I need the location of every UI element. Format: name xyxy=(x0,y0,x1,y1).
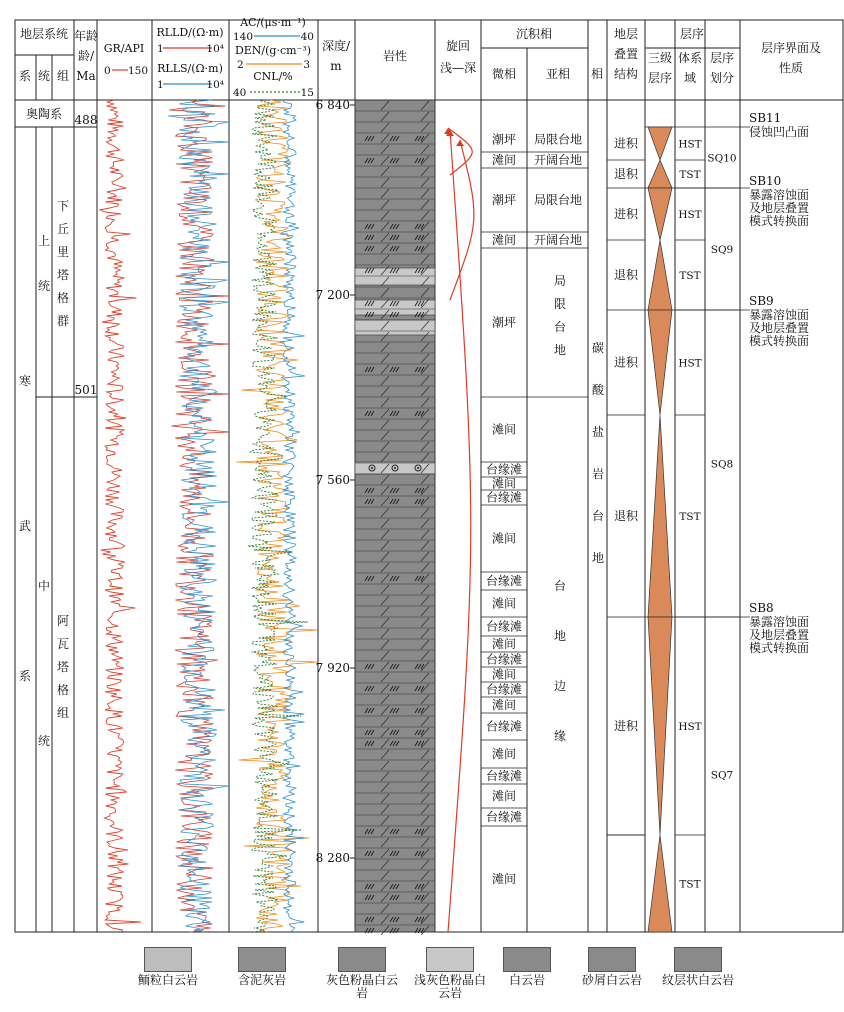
micro-facies: 滩间 xyxy=(491,872,517,886)
label: DEN/(g·cm⁻³) xyxy=(234,44,312,57)
boundary-desc: 暴露溶蚀面 xyxy=(749,615,810,629)
micro-facies: 滩间 xyxy=(491,667,517,682)
light-gray-silt-dolomite-icon xyxy=(426,947,474,972)
label: 性质 xyxy=(778,61,804,75)
label: 150 xyxy=(127,65,148,77)
legend-item xyxy=(312,947,412,1000)
label: 边 xyxy=(553,679,567,693)
label: 系 xyxy=(18,69,32,83)
label: 岩性 xyxy=(382,49,408,63)
label: 叠置 xyxy=(613,47,639,61)
boundary-id: SB10 xyxy=(749,174,782,188)
label: 浅—深 xyxy=(439,61,477,75)
label: 塔 xyxy=(56,268,70,282)
label: 下 xyxy=(56,199,70,213)
log-curve xyxy=(169,100,229,932)
sequence-label: SQ10 xyxy=(707,152,737,165)
micro-facies: 台缘滩 xyxy=(485,682,523,697)
tract-label: TST xyxy=(679,511,701,523)
sub-facies: 开阔台地 xyxy=(533,233,583,247)
stacking-label: 退积 xyxy=(613,509,639,523)
label: 3 xyxy=(303,59,310,71)
label: 岩 xyxy=(591,467,605,481)
log-curve xyxy=(281,100,305,932)
label: 体系 xyxy=(677,51,703,65)
micro-facies: 台缘滩 xyxy=(485,719,523,734)
legend-item xyxy=(648,947,748,987)
label: 限 xyxy=(553,297,567,311)
label: 0 xyxy=(104,65,111,77)
stacking-label: 退积 xyxy=(613,268,639,282)
label: 微相 xyxy=(491,67,517,81)
micro-facies: 滩间 xyxy=(491,422,517,437)
label: 488 xyxy=(74,113,98,127)
label: CNL/% xyxy=(253,70,293,83)
sandy-dolomite-icon xyxy=(588,947,636,972)
label: 501 xyxy=(74,383,98,397)
label: 系 xyxy=(18,669,32,683)
boundary-desc: 模式转换面 xyxy=(749,214,810,228)
micro-facies: 滩间 xyxy=(491,698,517,712)
tract-label: TST xyxy=(679,878,701,891)
label: 地层系统 xyxy=(19,27,69,41)
label: 群 xyxy=(56,314,70,328)
label: 奥陶系 xyxy=(25,107,63,121)
label: 15 xyxy=(300,87,314,99)
depth-tick: 7 560 xyxy=(315,473,350,487)
sub-facies: 开阔台地 xyxy=(533,153,583,167)
label: 旋回 xyxy=(445,39,471,53)
sequence-label: SQ9 xyxy=(710,244,734,256)
label: 域 xyxy=(683,71,697,85)
stacking-label: 退积 xyxy=(613,167,639,181)
micro-facies: 滩间 xyxy=(491,233,517,247)
micro-facies: 滩间 xyxy=(491,637,517,651)
tract-label: HST xyxy=(678,209,702,221)
label: 统 xyxy=(37,69,51,83)
micro-facies: 滩间 xyxy=(491,531,517,546)
micro-facies: 台缘滩 xyxy=(485,462,523,477)
label: 格 xyxy=(56,683,70,697)
stacking-label: 进积 xyxy=(613,719,639,733)
label: Ma xyxy=(76,69,96,83)
boundary-desc: 模式转换面 xyxy=(749,641,810,655)
legend-item xyxy=(118,947,218,987)
label: 台 xyxy=(553,320,567,334)
micro-facies: 台缘滩 xyxy=(485,810,523,824)
label: 局 xyxy=(553,274,567,288)
label: 年龄 xyxy=(73,29,99,43)
well-log-curves xyxy=(100,36,318,932)
label: AC/(μs·m⁻¹) xyxy=(240,16,306,29)
stacking-label: 进积 xyxy=(613,136,639,151)
label: 10⁴ xyxy=(206,79,224,91)
depth-tick: 6 840 xyxy=(315,98,350,112)
log-curve xyxy=(236,100,318,932)
sub-facies: 局限台地 xyxy=(533,193,583,207)
label: RLLD/(Ω·m) xyxy=(156,26,224,39)
legend-label: 砂屑白云岩 xyxy=(581,973,642,987)
micro-facies: 潮坪 xyxy=(491,132,517,147)
label: 深度/ xyxy=(321,39,351,53)
label: 层序 xyxy=(647,71,673,85)
micro-facies: 滩间 xyxy=(491,789,517,803)
depth-tick: 7 200 xyxy=(315,288,350,302)
micro-facies: 滩间 xyxy=(491,596,517,611)
micro-facies: 潮坪 xyxy=(491,193,517,207)
boundary-id: SB8 xyxy=(749,601,774,615)
log-curve xyxy=(248,100,308,932)
tract-label: HST xyxy=(678,721,702,733)
legend-label: 含泥灰岩 xyxy=(237,973,286,987)
tract-label: HST xyxy=(678,357,702,370)
gray-silt-dolomite-icon xyxy=(338,947,386,972)
micro-facies: 台缘滩 xyxy=(485,769,523,783)
legend-label: 鲕粒白云岩 xyxy=(137,973,198,987)
label: 2 xyxy=(237,59,244,71)
sequence-label: SQ7 xyxy=(710,769,734,782)
label: 层序 xyxy=(679,27,705,41)
micro-facies: 台缘滩 xyxy=(485,574,523,588)
boundary-desc: 侵蚀凹凸面 xyxy=(749,125,810,139)
label: 瓦 xyxy=(56,637,70,651)
label: 1 xyxy=(157,79,164,91)
label: 阿 xyxy=(56,614,70,628)
label: 组 xyxy=(56,69,70,83)
boundary-desc: 暴露溶蚀面 xyxy=(749,188,810,202)
label: 统 xyxy=(37,279,51,293)
label: 140 xyxy=(233,31,254,43)
label: 地 xyxy=(591,551,605,565)
label: 塔 xyxy=(56,660,70,674)
tract-label: TST xyxy=(679,270,701,282)
label: 40 xyxy=(300,31,314,43)
legend-item xyxy=(562,947,662,987)
label: 结构 xyxy=(613,67,639,81)
label: 地 xyxy=(553,343,567,357)
label: 中 xyxy=(37,579,51,593)
laminated-dolomite-icon xyxy=(674,947,722,972)
micro-facies: 滩间 xyxy=(491,747,517,761)
micro-facies: 滩间 xyxy=(491,153,517,167)
log-curve xyxy=(100,100,141,932)
label: 台 xyxy=(591,509,605,523)
label: m xyxy=(330,59,342,73)
argillaceous-limestone-icon xyxy=(238,947,286,972)
label: 碳 xyxy=(591,341,605,355)
legend-label: 浅灰色粉晶白云岩 xyxy=(413,973,486,1000)
label: 统 xyxy=(37,734,51,748)
label: 里 xyxy=(56,245,70,259)
label: 上 xyxy=(37,234,51,248)
sequence-label: SQ8 xyxy=(710,458,734,471)
label: 寒 xyxy=(18,374,32,388)
label: 地层 xyxy=(613,27,639,41)
stacking-label: 进积 xyxy=(613,355,639,370)
label: 划分 xyxy=(709,71,735,85)
label: 40 xyxy=(233,87,247,99)
label: RLLS/(Ω·m) xyxy=(157,62,223,75)
label: GR/API xyxy=(103,42,145,55)
depth-tick: 8 280 xyxy=(315,851,350,865)
label: 丘 xyxy=(56,222,70,236)
boundary-desc: 及地层叠置 xyxy=(749,321,810,335)
micro-facies: 潮坪 xyxy=(491,315,517,330)
label: 台 xyxy=(553,579,567,593)
label: 亚相 xyxy=(545,67,571,81)
label: 龄/ xyxy=(77,49,95,63)
boundary-desc: 及地层叠置 xyxy=(749,201,810,215)
label: 缘 xyxy=(553,729,567,743)
label: 层序界面及 xyxy=(760,41,822,55)
sub-facies: 局限台地 xyxy=(533,132,583,147)
boundary-id: SB11 xyxy=(749,111,782,125)
label: 格 xyxy=(56,291,70,305)
dolomite-icon xyxy=(503,947,551,972)
label: 三级 xyxy=(647,51,673,65)
label: 层序 xyxy=(709,51,735,65)
micro-facies: 台缘滩 xyxy=(485,652,523,667)
label: 10⁴ xyxy=(206,43,224,55)
label: 酸 xyxy=(591,383,605,397)
stacking-label: 进积 xyxy=(613,207,639,221)
micro-facies: 滩间 xyxy=(491,476,517,491)
label: 相 xyxy=(590,67,604,81)
label: 沉积相 xyxy=(515,27,553,41)
micro-facies: 台缘滩 xyxy=(485,490,523,505)
label: 盐 xyxy=(591,425,605,439)
cycle-arrow xyxy=(450,140,474,300)
tract-label: TST xyxy=(679,169,701,181)
boundary-desc: 模式转换面 xyxy=(749,334,810,348)
oolitic-dolomite-icon xyxy=(144,947,192,972)
label: 1 xyxy=(157,43,164,55)
legend-label: 白云岩 xyxy=(508,973,545,987)
boundary-desc: 暴露溶蚀面 xyxy=(749,308,810,322)
depth-tick: 7 920 xyxy=(315,661,350,675)
boundary-id: SB9 xyxy=(749,294,774,308)
legend-label: 纹层状白云岩 xyxy=(661,973,734,987)
boundary-desc: 及地层叠置 xyxy=(749,628,810,642)
label: 地 xyxy=(553,629,567,643)
label: 组 xyxy=(56,706,70,720)
legend-item xyxy=(212,947,312,987)
tract-label: HST xyxy=(678,138,702,151)
legend-label: 灰色粉晶白云岩 xyxy=(325,973,398,1000)
micro-facies: 台缘滩 xyxy=(485,619,523,634)
label: 武 xyxy=(18,519,32,533)
